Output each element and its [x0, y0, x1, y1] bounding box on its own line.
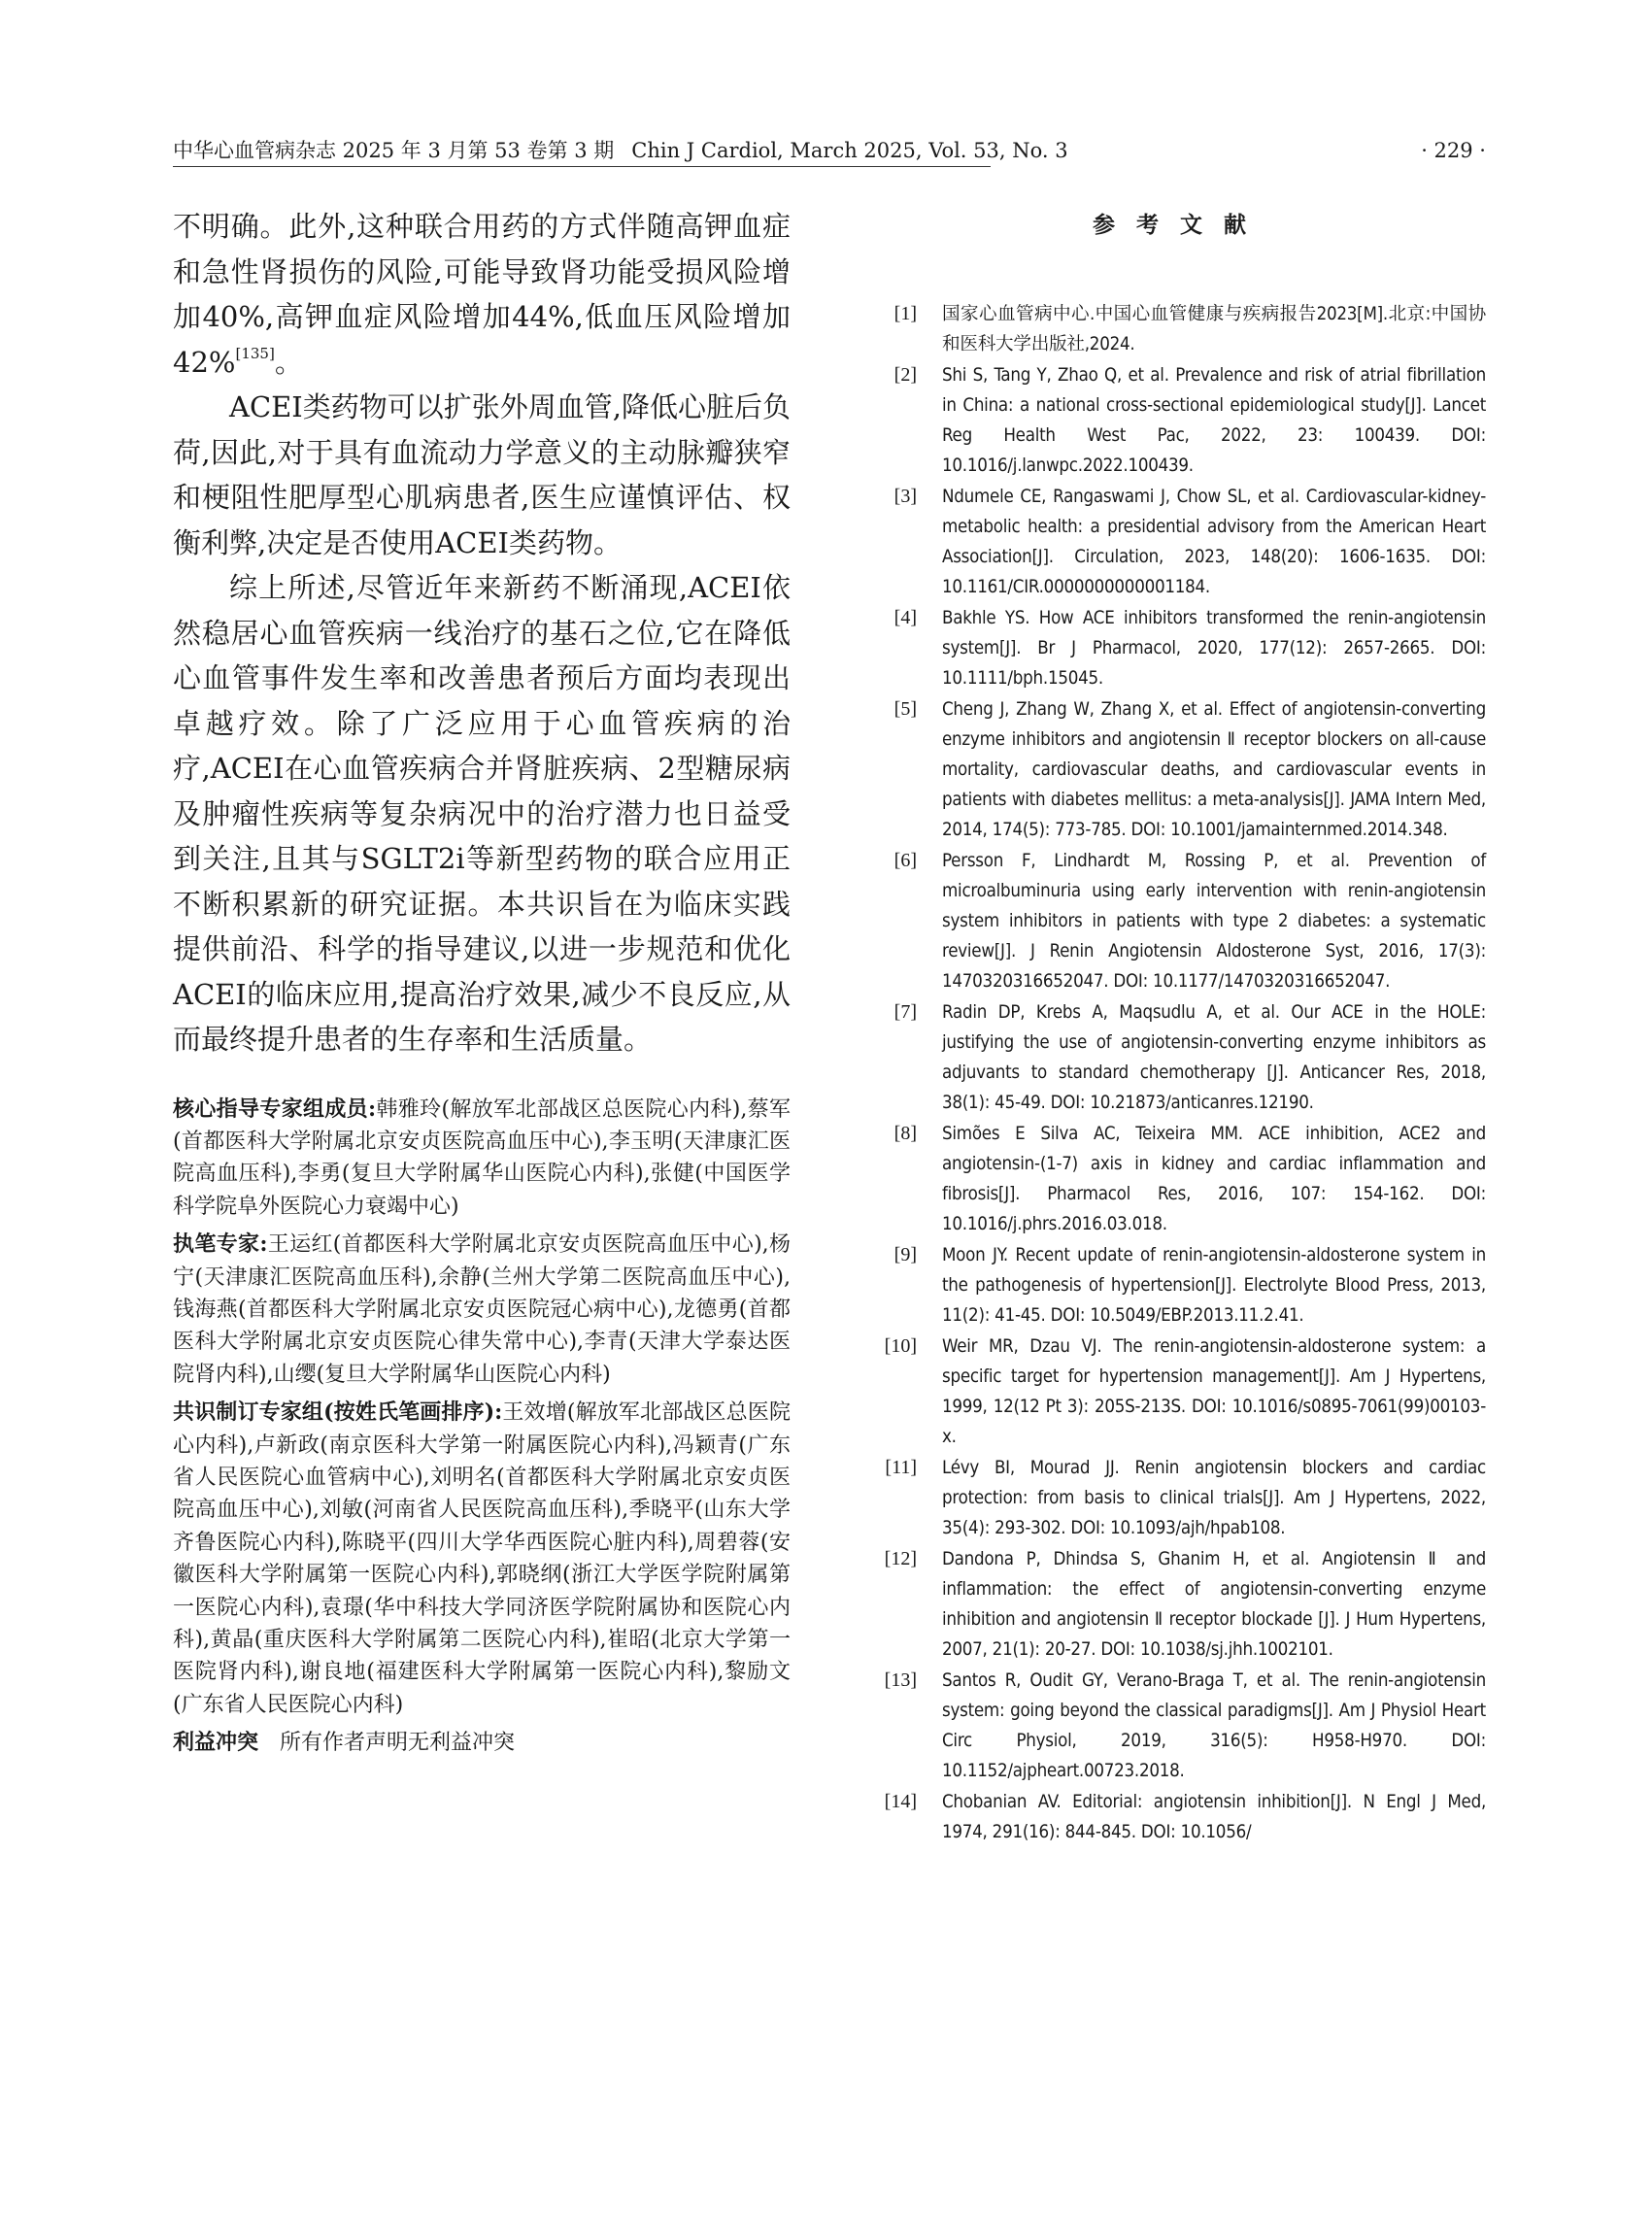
journal-name-cn: 中华心血管病杂志 2025 年 3 月第 53 卷第 3 期: [173, 139, 615, 162]
reference-item: [874, 360, 1486, 481]
reference-text: Radin DP, Krebs A, Maqsudlu A, et al. Our ACE in the HOLE: justifying the use of angiotensin-converting enzyme inhibitors as adjuvants to standard chemotherapy [J]. Anticancer Res, 2018, 38(1): 45-49. DOI: 10.21873/anticanres.12190.: [942, 1002, 1486, 1113]
header-underline: [173, 166, 991, 167]
reference-text: Simões E Silva AC, Teixeira MM. ACE inhibition, ACE2 and angiotensin-(1-7) axis in kidney and cardiac inflammation and fibrosis[J]. Pharmacol Res, 2016, 107: 154-162. DOI: 10.1016/j.phrs.2016.03.018.: [942, 1124, 1486, 1234]
running-header: [173, 136, 1486, 165]
credit-writers: [173, 1229, 791, 1391]
reference-text: 国家心血管病中心.中国心血管健康与疾病报告2023[M].北京:中国协和医科大学出版社,2024.: [942, 304, 1486, 354]
reference-item: [874, 997, 1486, 1118]
reference-number: [13]: [884, 1669, 917, 1691]
references-title: 参考文献: [1093, 212, 1267, 238]
reference-item: [874, 603, 1486, 693]
credit-text: 王效增(解放军北部战区总医院心内科),卢新政(南京医科大学第一附属医院心内科),冯颖青(广东省人民医院心血管病中心),刘明名(首都医科大学附属北京安贞医院高血压中心),刘敏(河南省人民医院高血压科),季晓平(山东大学齐鲁医院心内科),陈晓平(四川大学华西医院心脏内科),周碧蓉(安徽医科大学附属第一医院心内科),郭晓纲(浙江大学医学院附属第一医院心内科),袁璟(华中科技大学同济医学院附属协和医院心内科),黄晶(重庆医科大学附属第二医院心内科),崔昭(北京大学第一医院肾内科),谢良地(福建医科大学附属第一医院心内科),黎励文(广东省人民医院心内科): [173, 1400, 791, 1717]
reference-text: Weir MR, Dzau VJ. The renin-angiotensin-aldosterone system: a specific target for hypertension management[J]. Am J Hypertens, 1999, 12(12 Pt 3): 205S-213S. DOI: 10.1016/s0895-7061(99)00103-x.: [942, 1336, 1486, 1447]
reference-item: [874, 1544, 1486, 1665]
citation-superscript: [135]: [235, 344, 275, 362]
right-column: [874, 204, 1486, 1848]
reference-text: Persson F, Lindhardt M, Rossing P, et al. Prevention of microalbuminuria using early intervention with renin-angiotensin system inhibitors in patients with type 2 diabetes: a systematic review[J]. J Renin Angiotensin Aldosterone Syst, 2016, 17(3): 1470320316652047. DOI: 10.1177/1470320316652047.: [942, 851, 1486, 992]
credit-text: 韩雅玲(解放军北部战区总医院心内科),蔡军(首都医科大学附属北京安贞医院高血压中心),李玉明(天津康汇医院高血压科),李勇(复旦大学附属华山医院心内科),张健(中国医学科学院阜外医院心力衰竭中心): [173, 1096, 791, 1219]
credit-label: 核心指导专家组成员:: [173, 1096, 377, 1122]
credit-label: 利益冲突: [173, 1730, 259, 1756]
reference-number: [8]: [893, 1123, 917, 1144]
reference-text: Chobanian AV. Editorial: angiotensin inhibition[J]. N Engl J Med, 1974, 291(16): 844-845. DOI: 10.1056/: [942, 1792, 1486, 1842]
reference-number: [10]: [884, 1335, 917, 1357]
reference-item: [874, 1240, 1486, 1331]
reference-item: [874, 694, 1486, 845]
reference-number: [1]: [893, 303, 917, 324]
credit-text: 所有作者声明无利益冲突: [280, 1731, 516, 1756]
paragraph-text: 不明确。此外,这种联合用药的方式伴随高钾血症和急性肾损伤的风险,可能导致肾功能受损风险增加40%,高钾血症风险增加44%,低血压风险增加42%: [173, 210, 791, 379]
reference-list: [874, 299, 1486, 1847]
reference-item: [874, 1119, 1486, 1239]
reference-text: Ndumele CE, Rangaswami J, Chow SL, et al. Cardiovascular-kidney-metabolic health: a presidential advisory from the American Heart Association[J]. Circulation, 2023, 148(20): 1606-1635. DOI: 10.1161/CIR.0000000000001184.: [942, 487, 1486, 597]
reference-number: [7]: [893, 1001, 917, 1023]
body-paragraph-3: 综上所述,尽管近年来新药不断涌现,ACEI依然稳居心血管疾病一线治疗的基石之位,它在降低心血管事件发生率和改善患者预后方面均表现出卓越疗效。除了广泛应用于心血管疾病的治疗,ACEI在心血管疾病合并肾脏疾病、2型糖尿病及肿瘤性疾病等复杂病况中的治疗潜力也日益受到关注,且其与SGLT2i等新型药物的联合应用正不断积累新的研究证据。本共识旨在为临床实践提供前沿、科学的指导建议,以进一步规范和优化ACEI的临床应用,提高治疗效果,减少不良反应,从而最终提升患者的生存率和生活质量。: [173, 571, 791, 1056]
body-paragraph-2: ACEI类药物可以扩张外周血管,降低心脏后负荷,因此,对于具有血流动力学意义的主动脉瓣狭窄和梗阻性肥厚型心肌病患者,医生应谨慎评估、权衡利弊,决定是否使用ACEI类药物。: [173, 390, 791, 559]
credit-core-experts: [173, 1094, 791, 1224]
reference-text: Shi S, Tang Y, Zhao Q, et al. Prevalence and risk of atrial fibrillation in China: a national cross-sectional epidemiological study[J]. Lancet Reg Health West Pac, 2022, 23: 100439. DOI: 10.1016/j.lanwpc.2022.100439.: [942, 365, 1486, 476]
paragraph-end: 。: [274, 345, 303, 379]
journal-citation: [173, 136, 1068, 165]
reference-number: [6]: [893, 850, 917, 871]
credit-conflict: [173, 1727, 791, 1759]
reference-item: [874, 1787, 1486, 1847]
reference-number: [3]: [893, 486, 917, 507]
reference-number: [5]: [893, 698, 917, 720]
reference-number: [9]: [893, 1244, 917, 1265]
reference-text: Lévy BI, Mourad JJ. Renin angiotensin blockers and cardiac protection: from basis to clinical trials[J]. Am J Hypertens, 2022, 35(4): 293-302. DOI: 10.1093/ajh/hpab108.: [942, 1458, 1486, 1538]
reference-number: [14]: [884, 1791, 917, 1812]
reference-text: Santos R, Oudit GY, Verano-Braga T, et al. The renin-angiotensin system: going beyond the classical paradigms[J]. Am J Physiol Heart Circ Physiol, 2019, 316(5): H958-H970. DOI: 10.1152/ajpheart.00723.2018.: [942, 1670, 1486, 1781]
reference-item: [874, 1332, 1486, 1452]
author-credits: [173, 1094, 791, 1760]
journal-name-en: Chin J Cardiol, March 2025, Vol. 53, No. 3: [631, 139, 1068, 162]
reference-item: [874, 1453, 1486, 1543]
reference-item: [874, 1666, 1486, 1786]
reference-text: Bakhle YS. How ACE inhibitors transformed the renin-angiotensin system[J]. Br J Pharmacol, 2020, 177(12): 2657-2665. DOI: 10.1111/bph.15045.: [942, 608, 1486, 689]
reference-number: [4]: [893, 607, 917, 628]
reference-item: [874, 299, 1486, 359]
reference-number: [12]: [884, 1548, 917, 1569]
reference-text: Moon JY. Recent update of renin-angiotensin-aldosterone system in the pathogenesis of hypertension[J]. Electrolyte Blood Press, 2013, 11(2): 41-45. DOI: 10.5049/EBP.2013.11.2.41.: [942, 1245, 1486, 1326]
credit-label: 执笔专家:: [173, 1231, 268, 1258]
body-paragraph-1: [173, 204, 791, 385]
credit-label: 共识制订专家组(按姓氏笔画排序):: [173, 1399, 503, 1426]
credit-text: 王运红(首都医科大学附属北京安贞医院高血压中心),杨宁(天津康汇医院高血压科),余静(兰州大学第二医院高血压中心),钱海燕(首都医科大学附属北京安贞医院冠心病中心),龙德勇(首都医科大学附属北京安贞医院心律失常中心),李青(天津大学泰达医院肾内科),山缨(复旦大学附属华山医院心内科): [173, 1232, 791, 1387]
reference-number: [2]: [893, 364, 917, 386]
left-column: [173, 204, 791, 1766]
reference-item: [874, 846, 1486, 996]
reference-item: [874, 482, 1486, 602]
reference-text: Dandona P, Dhindsa S, Ghanim H, et al. Angiotensin Ⅱ and inflammation: the effect of angiotensin-converting enzyme inhibition and angiotensin Ⅱ receptor blockade [J]. J Hum Hypertens, 2007, 21(1): 20-27. DOI: 10.1038/sj.jhh.1002101.: [942, 1549, 1486, 1660]
credit-panel: [173, 1397, 791, 1721]
reference-text: Cheng J, Zhang W, Zhang X, et al. Effect of angiotensin-converting enzyme inhibitors and angiotensin Ⅱ receptor blockers on all-cause mortality, cardiovascular deaths, and cardiovascular events in patients with diabetes mellitus: a meta-analysis[J]. JAMA Intern Med, 2014, 174(5): 773-785. DOI: 10.1001/jamainternmed.2014.348.: [942, 699, 1486, 840]
page-number: · 229 ·: [1421, 139, 1486, 162]
reference-number: [11]: [885, 1457, 917, 1478]
